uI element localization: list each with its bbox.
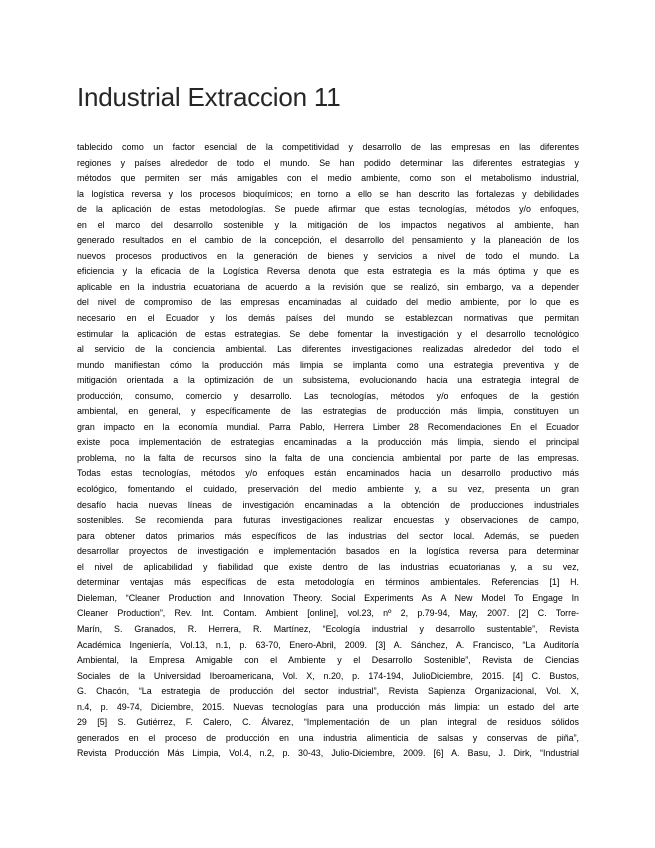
body-text-line: generados en el proceso de producción en una industria alimenticia de salsas y conservas de piña”, bbox=[77, 732, 579, 743]
body-text-line: Ambiental, la Empresa Amigable con el Ambiente y el Desarrollo Sostenible”, Revista de Ciencias bbox=[77, 655, 579, 666]
body-text-line: la logística reversa y los procesos bioquímicos; en torno a ello se han descrito las fortalezas y debilidades bbox=[77, 188, 579, 199]
body-text-line: el nivel de aplicabilidad y fiabilidad que existe dentro de las industrias ecuatorianas y, a su vez, bbox=[77, 561, 579, 572]
body-text-line: eficiencia y la eficacia de la Logística Reversa denota que esta estrategia es la más óptima y que es bbox=[77, 266, 579, 277]
body-text-line: n.4, p. 49-74, Diciembre, 2015. Nuevas tecnologías para una producción más limpia: un estado del arte bbox=[77, 701, 579, 712]
body-text-line: determinar ventajas más específicas de esta metodología en términos ambientales. Referencias [1] H. bbox=[77, 577, 579, 588]
body-text-line: aplicable en la industria ecuatoriana de acuerdo a la revisión que se realizó, sin embargo, va a depender bbox=[77, 281, 579, 292]
body-text-line: Académica Ingeniería, Vol.13, n.1, p. 63-70, Enero-Abril, 2009. [3] A. Sánchez, A. Francisco, “La Auditoría bbox=[77, 639, 579, 650]
body-text-line: desarrollar proyectos de investigación e implementación basados en la logística reversa para determinar bbox=[77, 546, 579, 557]
body-text-line: generado resultados en el cambio de la concepción, el desarrollo del pensamiento y la planeación de los bbox=[77, 235, 579, 246]
body-text-line: Cleaner Production”, Rev. Int. Contam. Ambient [online], vol.23, nº 2, p.79-94, May, 2007. [2] C. Torre- bbox=[77, 608, 579, 619]
body-text-line: mitigación orientada a la optimización de un subsistema, evolucionando hacia una estrategia integral de bbox=[77, 375, 579, 386]
body-text-line: mundo manifiestan cómo la producción más limpia se implanta como una estrategia preventiva y de bbox=[77, 359, 579, 370]
body-text-line: ambiental, en general, y específicamente de las estrategias de producción más limpia, constituyen un bbox=[77, 406, 579, 417]
body-text-line: al servicio de la conciencia ambiental. Las diferentes investigaciones realizadas alrededor del todo el bbox=[77, 344, 579, 355]
body-text-line: del nivel de compromiso de las empresas encaminadas al cuidado del medio ambiente, por lo que es bbox=[77, 297, 579, 308]
body-text-line: para obtener datos primarios más específicos de las industrias del sector local. Además, se pueden bbox=[77, 530, 579, 541]
body-text-line: Sociales de la Universidad Iberoamericana, Vol. X, n.20, p. 174-194, JulioDiciembre, 2015. [4] C. Bustos, bbox=[77, 670, 579, 681]
body-text-line: Marín, S. Granados, R. Herrera, R. Martínez, “Ecología industrial y desarrollo sustentable”, Revista bbox=[77, 623, 579, 634]
body-text-line: regiones y países alrededor de todo el mundo. Se han podido determinar las diferentes estrategias y bbox=[77, 157, 579, 168]
body-text-line: existe poca implementación de estrategias encaminadas a la producción más limpia, siendo el principal bbox=[77, 437, 579, 448]
body-text-line: problema, no la falta de recursos sino la falta de una conciencia ambiental por parte de las empresas. bbox=[77, 452, 579, 463]
body-text-line: G. Chacón, “La estrategia de producción del sector industrial”, Revista Sapienza Organizacional, Vol. X, bbox=[77, 686, 579, 697]
body-text-line: nuevos procesos productivos en la generación de bienes y servicios a nivel de todo el mundo. La bbox=[77, 250, 579, 261]
body-text-line: Dieleman, “Cleaner Production and Innovation Theory. Social Experiments As A New Model To Engage In bbox=[77, 592, 579, 603]
document-body bbox=[77, 140, 579, 762]
body-text-line: Todas estas tecnologías, métodos y/o enfoques están encaminados hacia un desarrollo productivo más bbox=[77, 468, 579, 479]
body-text-line: estimular la aplicación de estas estrategias. Se debe fomentar la investigación y el desarrollo tecnológico bbox=[77, 328, 579, 339]
body-text-line: en el marco del desarrollo sostenible y la mitigación de los impactos negativos al ambiente, han bbox=[77, 219, 579, 230]
body-text-line: Revista Producción Más Limpia, Vol.4, n.2, p. 30-43, Julio-Diciembre, 2009. [6] A. Basu, J. Dirk, “Industrial bbox=[77, 748, 579, 759]
body-text-line: producción, consumo, comercio y desarrollo. Las tecnologías, métodos y/o enfoques de la gestión bbox=[77, 390, 579, 401]
document-title: Industrial Extraccion 11 bbox=[77, 82, 341, 112]
body-text-line: desafío hacia nuevas líneas de investigación encaminadas a la obtención de producciones industriales bbox=[77, 499, 579, 510]
body-text-line: de la aplicación de estas metodologías. Se puede afirmar que estas tecnologías, métodos y/o enfoques, bbox=[77, 204, 579, 215]
body-text-line: ecológico, fomentando el cuidado, preservación del medio ambiente y, a su vez, presenta un gran bbox=[77, 484, 579, 495]
body-text-line: 29 [5] S. Gutiérrez, F. Calero, C. Álvarez, “Implementación de un plan integral de residuos sólidos bbox=[77, 717, 579, 728]
body-text-line: tablecido como un factor esencial de la competitividad y desarrollo de las empresas en las diferentes bbox=[77, 142, 579, 152]
body-text-line: sostenibles. Se recomienda para futuras investigaciones realizar encuestas y observaciones de campo, bbox=[77, 515, 579, 526]
body-text-line: gran impacto en la economía mundial. Parra Pablo, Herrera Limber 28 Recomendaciones En el Ecuador bbox=[77, 421, 579, 432]
body-text-line: necesario en el Ecuador y los demás países del mundo se establezcan normativas que permitan bbox=[77, 313, 579, 324]
body-text-line: métodos que permiten ser más amigables con el medio ambiente, como son el metabolismo industrial, bbox=[77, 173, 579, 184]
